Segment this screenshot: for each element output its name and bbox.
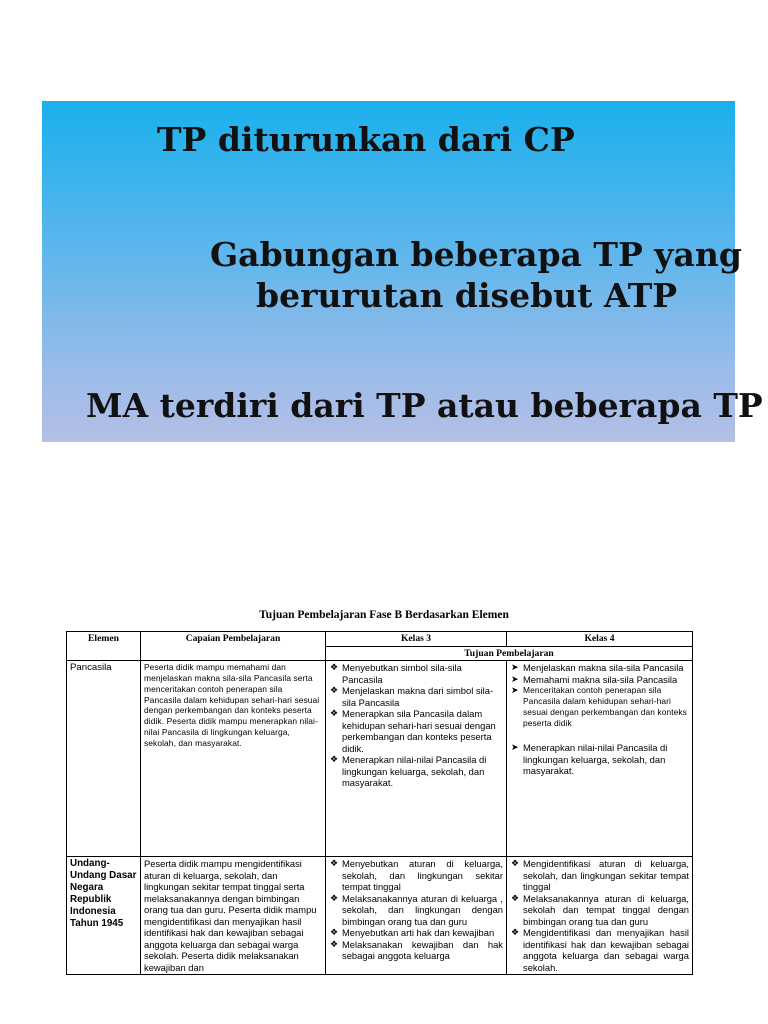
cell-kelas4 xyxy=(507,661,693,857)
diamond-bullet-icon: ❖ xyxy=(511,927,520,938)
list-item: ➤ Memahami makna sila-sila Pancasila xyxy=(511,673,678,685)
list-item: ➤ Menceritakan contoh penerapan sila Pancasila dalam kehidupan sehari-hari sesuai dengan perkembangan dan konteks peserta didik xyxy=(511,685,687,728)
cell-capaian: Peserta didik mampu mengidentifikasi aturan di keluarga, sekolah, dan lingkungan sekitar tempat tinggal serta melaksanakannya dengan bimbingan orang tua dan guru. Peserta didik mampu mengidentifikasi dan menyajikan hasil identifikasi hak dan kewajiban sebagai anggota keluarga dan sebagai warga sekolah. Peserta didik melaksanakan kewajiban dan xyxy=(141,857,326,975)
cell-capaian: Peserta didik mampu memahami dan menjelaskan makna sila-sila Pancasila serta menceritakan contoh penerapan sila Pancasila dalam kehidupan sehari-hari sesuai dengan perkembangan dan konteks peserta didik. Peserta didik mampu menerapkan nilai-nilai Pancasila di lingkungan keluarga, sekolah, dan masyarakat. xyxy=(141,661,326,857)
list-item: ❖ Menerapkan sila Pancasila dalam kehidupan sehari-hari sesuai dengan perkembangan dan konteks peserta didik. xyxy=(330,708,496,754)
tujuan-pembelajaran-table xyxy=(66,631,693,975)
banner-line-gabungan: Gabungan beberapa TP yang xyxy=(210,235,742,274)
diamond-bullet-icon: ❖ xyxy=(330,754,339,765)
list-item: ❖ Mengidentifikasi aturan di keluarga, sekolah, dan lingkungan sekitar tempat tinggal xyxy=(511,858,689,893)
diamond-bullet-icon: ❖ xyxy=(511,892,520,903)
diamond-bullet-icon: ❖ xyxy=(511,858,520,869)
cell-kelas3 xyxy=(326,857,507,975)
banner-line-tp-cp: TP diturunkan dari CP xyxy=(157,120,575,159)
cell-kelas4 xyxy=(507,857,693,975)
arrow-bullet-icon: ➤ xyxy=(511,673,519,684)
list-item: ❖ Menjelaskan makna dari simbol sila-sila Pancasila xyxy=(330,685,494,708)
list-item: ❖ Menerapkan nilai-nilai Pancasila di lingkungan keluarga, sekolah, dan masyarakat. xyxy=(330,754,487,789)
arrow-bullet-icon: ➤ xyxy=(511,662,519,673)
header-capaian: Capaian Pembelajaran xyxy=(141,632,326,661)
diamond-bullet-icon: ❖ xyxy=(330,927,339,938)
diamond-bullet-icon: ❖ xyxy=(330,662,339,673)
table-row xyxy=(67,857,693,975)
cell-kelas3 xyxy=(326,661,507,857)
header-tujuan: Tujuan Pembelajaran xyxy=(326,646,693,661)
arrow-bullet-icon: ➤ xyxy=(511,685,519,696)
arrow-bullet-icon: ➤ xyxy=(511,742,519,753)
cell-elemen: Undang-Undang Dasar Negara Republik Indonesia Tahun 1945 xyxy=(67,857,141,975)
banner-line-atp: berurutan disebut ATP xyxy=(256,276,678,315)
diamond-bullet-icon: ❖ xyxy=(330,685,339,696)
header-elemen: Elemen xyxy=(67,632,141,661)
banner-line-ma: MA terdiri dari TP atau beberapa TP xyxy=(86,386,763,425)
list-item: ➤ Menjelaskan makna sila-sila Pancasila xyxy=(511,662,684,674)
table-title: Tujuan Pembelajaran Fase B Berdasarkan Elemen xyxy=(259,609,509,621)
cell-elemen: Pancasila xyxy=(67,661,141,857)
list-item: ❖ Menyebutkan arti hak dan kewajiban xyxy=(330,927,495,939)
header-kelas4: Kelas 4 xyxy=(507,632,693,647)
diamond-bullet-icon: ❖ xyxy=(330,938,339,949)
list-item: ❖ Menyebutkan simbol sila-sila Pancasila xyxy=(330,662,462,685)
table-header-row xyxy=(67,632,693,647)
list-item: ➤ Menerapkan nilai-nilai Pancasila di lingkungan keluarga, sekolah, dan masyarakat. xyxy=(511,742,668,777)
list-item: ❖ Melaksanakannya aturan di keluarga , sekolah, dan lingkungan dengan bimbingan orang tua dan guru xyxy=(330,892,503,927)
slide-banner xyxy=(42,101,763,442)
diamond-bullet-icon: ❖ xyxy=(330,708,339,719)
table-row xyxy=(67,661,693,857)
list-item: ❖ Melaksanakan kewajiban dan hak sebagai anggota keluarga xyxy=(330,938,503,962)
header-kelas3: Kelas 3 xyxy=(326,632,507,647)
list-item: ❖ Melaksanakannya aturan di keluarga, sekolah dan tempat tinggal dengan bimbingan orang tua dan guru xyxy=(511,892,689,927)
list-item: ❖ Menyebutkan aturan di keluarga, sekolah, dan lingkungan sekitar tempat tinggal xyxy=(330,858,503,893)
diamond-bullet-icon: ❖ xyxy=(330,858,339,869)
list-item: ❖ Mengidentifikasi dan menyajikan hasil identifikasi hak dan kewajiban sebagai anggota keluarga dan sebagai warga sekolah. xyxy=(511,927,689,973)
diamond-bullet-icon: ❖ xyxy=(330,892,339,903)
